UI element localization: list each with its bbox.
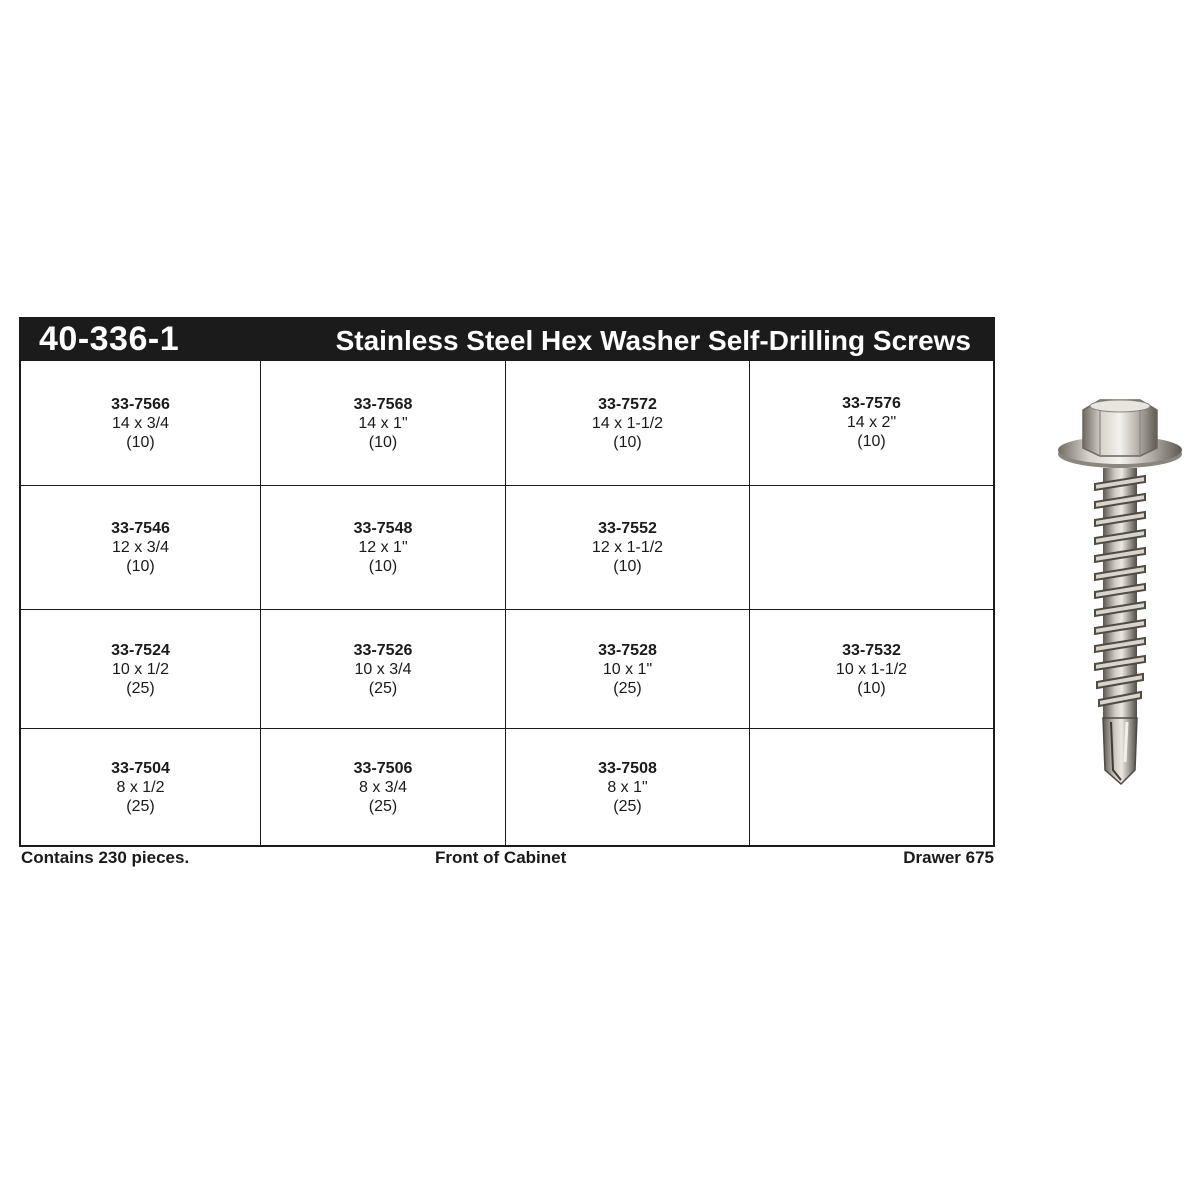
compartment (261, 486, 506, 610)
compartment-quantity: (10) (126, 433, 155, 451)
compartment-part-number: 33-7506 (353, 759, 413, 777)
compartment-part-number: 33-7532 (842, 641, 901, 659)
compartment-part-number: 33-7508 (598, 759, 657, 777)
compartment-quantity: (10) (857, 679, 886, 697)
compartment-size: 10 x 1" (602, 660, 653, 678)
kit-title: Stainless Steel Hex Washer Self-Drilling Screws (335, 325, 971, 356)
compartment (261, 610, 506, 729)
compartment-size: 12 x 1-1/2 (591, 539, 664, 556)
compartment (261, 361, 506, 486)
empty-compartment (750, 486, 993, 610)
compartment-size: 10 x 3/4 (354, 660, 412, 678)
compartment (750, 610, 993, 729)
compartment (21, 361, 261, 486)
cabinet-orientation: Front of Cabinet (435, 848, 567, 867)
compartment-part-number: 33-7526 (353, 641, 413, 659)
compartment-part-number: 33-7552 (598, 520, 657, 537)
piece-count: Contains 230 pieces. (21, 848, 190, 867)
compartment-size: 10 x 1-1/2 (835, 660, 908, 678)
compartment-size: 14 x 1" (358, 414, 408, 432)
compartment-grid (19, 361, 995, 847)
compartment-quantity: (25) (126, 679, 155, 697)
compartment-quantity: (25) (368, 679, 398, 697)
compartment-size: 14 x 1-1/2 (591, 414, 664, 432)
compartment (750, 361, 993, 486)
compartment-size: 8 x 1/2 (116, 778, 165, 796)
compartment-quantity: (10) (126, 558, 155, 575)
compartment-size: 12 x 3/4 (112, 539, 169, 556)
compartment-quantity: (10) (613, 558, 642, 575)
chart-footer (21, 848, 994, 870)
compartment-part-number: 33-7568 (353, 395, 413, 413)
kit-part-number: 40-336-1 (39, 320, 180, 358)
compartment-part-number: 33-7524 (111, 641, 170, 659)
compartment-part-number: 33-7572 (598, 395, 657, 413)
compartment (506, 729, 750, 845)
compartment (21, 610, 261, 729)
compartment-size: 8 x 1" (607, 778, 648, 796)
compartment-part-number: 33-7566 (111, 395, 170, 413)
compartment-quantity: (10) (613, 433, 642, 451)
hex-washer-self-drilling-screw-icon (1055, 392, 1185, 787)
compartment-part-number: 33-7546 (111, 520, 170, 537)
compartment-quantity: (10) (857, 433, 886, 450)
compartment (506, 361, 750, 486)
compartment-part-number: 33-7504 (111, 759, 170, 777)
drawer-number: Drawer 675 (903, 848, 994, 867)
compartment (261, 729, 506, 845)
compartment-quantity: (10) (368, 558, 398, 575)
compartment (506, 486, 750, 610)
compartment (21, 486, 261, 610)
compartment-part-number: 33-7576 (842, 395, 901, 412)
empty-compartment (750, 729, 993, 845)
compartment-size: 10 x 1/2 (112, 660, 169, 678)
chart-header (19, 317, 995, 361)
compartment-quantity: (10) (368, 433, 398, 451)
compartment-quantity: (25) (126, 797, 155, 815)
compartment-part-number: 33-7548 (353, 520, 413, 537)
compartment (506, 610, 750, 729)
compartment-part-number: 33-7528 (598, 641, 657, 659)
compartment (21, 729, 261, 845)
compartment-size: 8 x 3/4 (358, 778, 408, 796)
drawer-chart (19, 317, 995, 847)
compartment-quantity: (25) (613, 797, 642, 815)
compartment-quantity: (25) (368, 797, 398, 815)
compartment-size: 14 x 3/4 (112, 414, 169, 432)
compartment-quantity: (25) (613, 679, 642, 697)
compartment-size: 12 x 1" (358, 539, 408, 556)
compartment-size: 14 x 2" (846, 414, 897, 431)
